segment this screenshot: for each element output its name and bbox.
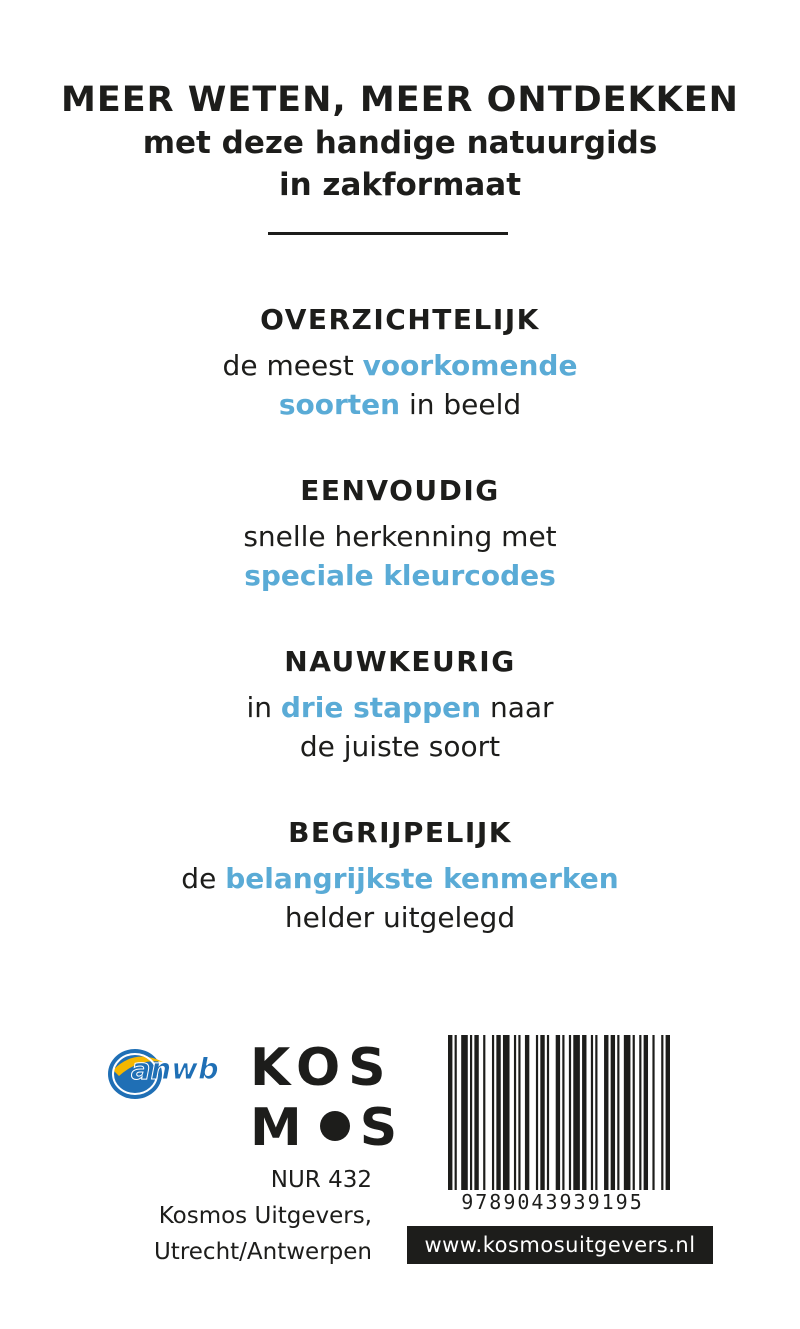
feature-text: de meest	[222, 349, 363, 382]
anwb-logo	[105, 1040, 230, 1102]
barcode-bar	[652, 1035, 654, 1190]
barcode-bar	[503, 1035, 510, 1190]
feature-text: helder uitgelegd	[284, 901, 516, 934]
kosmos-dot-icon	[320, 1111, 350, 1141]
barcode-bar	[591, 1035, 593, 1190]
feature-line-2	[0, 727, 800, 766]
barcode-bar	[492, 1035, 494, 1190]
barcode-bar	[611, 1035, 615, 1190]
feature-highlight: speciale kleurcodes	[244, 559, 556, 592]
website-badge[interactable]: www.kosmosuitgevers.nl	[407, 1226, 713, 1264]
feature-text: de	[181, 862, 226, 895]
barcode-bar	[582, 1035, 586, 1190]
feature-title: OVERZICHTELIJK	[260, 303, 540, 336]
feature-text: de juiste soort	[299, 730, 501, 763]
feature-highlight: soorten	[278, 388, 401, 421]
feature-title: EENVOUDIG	[300, 474, 500, 507]
barcode-bar	[661, 1035, 663, 1190]
feature-overzichtelijk	[0, 302, 800, 424]
barcode-bar	[455, 1035, 457, 1190]
barcode-bar	[514, 1035, 516, 1190]
nur-code: NUR 432	[270, 1167, 372, 1193]
feature-title: BEGRIJPELIJK	[288, 816, 512, 849]
kosmos-logo	[250, 1038, 406, 1158]
feature-line-1	[0, 859, 800, 898]
imprint-block	[154, 1162, 372, 1270]
barcode-bar	[547, 1035, 549, 1190]
kosmos-logo-row-2	[250, 1098, 406, 1158]
feature-line-2	[0, 898, 800, 937]
kosmos-letter-s: S	[359, 1098, 406, 1158]
publisher-name: Kosmos Uitgevers,	[158, 1203, 372, 1229]
hero-title: MEER WETEN, MEER ONTDEKKEN	[61, 80, 739, 120]
kosmos-logo-row-1: KOS	[250, 1038, 394, 1098]
barcode-bar	[604, 1035, 608, 1190]
barcode-bar	[556, 1035, 560, 1190]
feature-begrijpelijk	[0, 815, 800, 937]
feature-eenvoudig	[0, 473, 800, 595]
hero-heading	[0, 78, 800, 206]
barcode-bar	[448, 1035, 452, 1190]
barcode-bar	[536, 1035, 538, 1190]
feature-text: in	[246, 691, 281, 724]
barcode-bar	[483, 1035, 485, 1190]
feature-text: snelle herkenning met	[243, 520, 557, 553]
feature-line-1	[0, 346, 800, 385]
barcode-bars	[448, 1035, 670, 1190]
feature-title: NAUWKEURIG	[284, 645, 516, 678]
barcode-bar	[644, 1035, 648, 1190]
barcode-bar	[562, 1035, 564, 1190]
isbn-number: 9789043939195	[461, 1190, 644, 1214]
feature-line-2	[0, 385, 800, 424]
feature-highlight: voorkomende	[362, 349, 578, 382]
barcode-bar	[525, 1035, 529, 1190]
barcode-bar	[518, 1035, 520, 1190]
barcode-bar	[639, 1035, 641, 1190]
barcode-bar	[624, 1035, 631, 1190]
feature-text: in beeld	[400, 388, 522, 421]
barcode-icon	[448, 1035, 670, 1190]
kosmos-letter-m: M	[250, 1098, 310, 1158]
feature-highlight: drie stappen	[280, 691, 482, 724]
feature-line-1	[0, 517, 800, 556]
feature-line-1	[0, 688, 800, 727]
barcode-bar	[595, 1035, 597, 1190]
hero-subtitle-line-1: met deze handige natuurgids	[142, 125, 658, 161]
barcode-bar	[617, 1035, 619, 1190]
hero-subtitle-line-2: in zakformaat	[278, 167, 522, 203]
barcode-bar	[633, 1035, 635, 1190]
feature-line-2	[0, 556, 800, 595]
barcode-bar	[666, 1035, 670, 1190]
feature-text: naar	[481, 691, 554, 724]
barcode-bar	[569, 1035, 571, 1190]
anwb-logo-text: anwb	[131, 1052, 219, 1086]
feature-nauwkeurig	[0, 644, 800, 766]
barcode-bar	[573, 1035, 580, 1190]
barcode-bar	[496, 1035, 500, 1190]
barcode-bar	[461, 1035, 468, 1190]
barcode-bar	[540, 1035, 544, 1190]
feature-highlight: belangrijkste kenmerken	[225, 862, 619, 895]
barcode-bar	[474, 1035, 478, 1190]
publisher-location: Utrecht/Antwerpen	[153, 1239, 372, 1265]
divider-rule	[268, 232, 508, 235]
barcode-bar	[470, 1035, 472, 1190]
